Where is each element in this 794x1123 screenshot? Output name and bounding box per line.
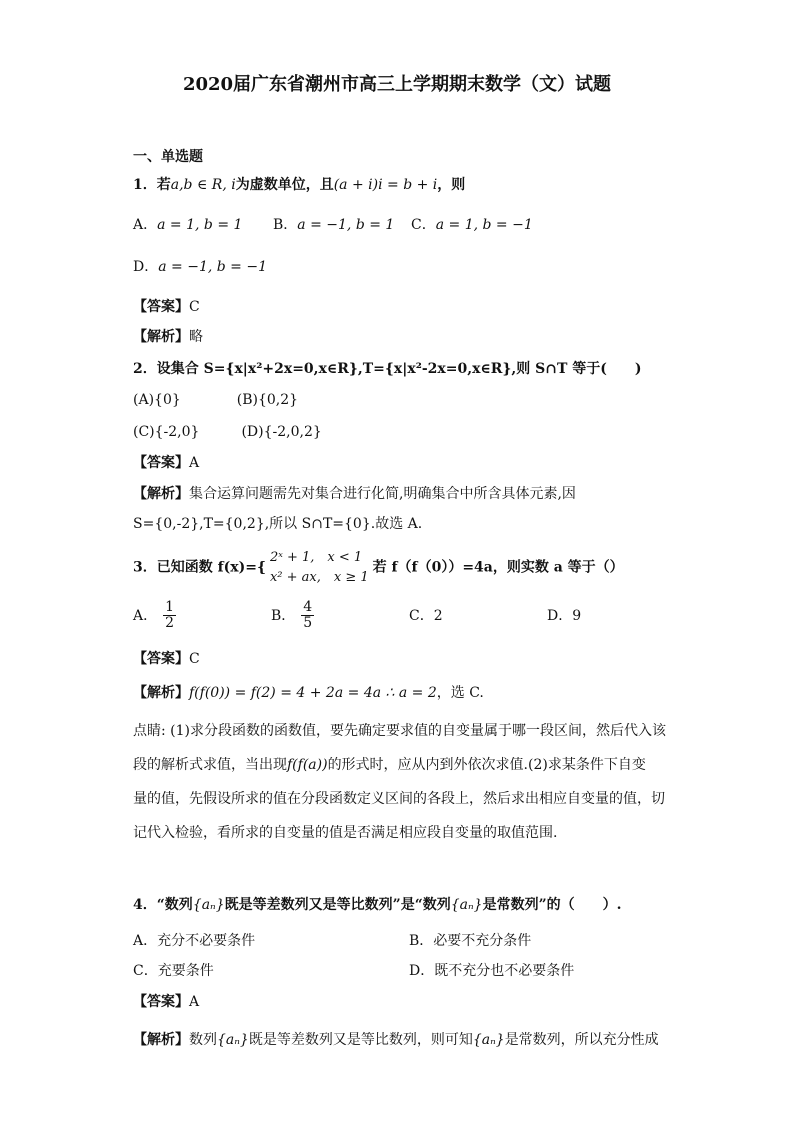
section-heading: 一、单选题 [133,149,203,165]
q1-option-d: D．a = −1, b = −1 [133,259,267,275]
q2-options-cd: (C){-2,0} (D){-2,0,2} [133,424,322,440]
q4-option-c: C．充要条件 [133,963,214,979]
q4-options-ab [133,932,531,950]
q1-option-c: C．a = 1, b = −1 [411,217,533,233]
q3-answer: 【答案】C [133,651,200,667]
q3-analysis: 【解析】f(f(0)) = f(2) = 4 + 2a = 4a ∴ a = 2，选 C. [133,685,484,701]
q4-option-d: D．既不充分也不必要条件 [409,963,575,979]
q2-options-ab: (A){0} (B){0,2} [133,392,299,408]
q3-option-c: C．2 [409,607,443,624]
q2-stem: 2．设集合 S={x|x²+2x=0,x∈R},T={x|x²-2x=0,x∈R},则 S∩T 等于( ) [133,361,642,377]
q3-stem-text: 若 f（f（0））=4a，则实数 a 等于（） [372,559,624,576]
q4-analysis: 【解析】数列{aₙ}既是等差数列又是等比数列，则可知{aₙ}是常数列，所以充分性成 [133,1032,659,1048]
q1-option-b: B．a = −1, b = 1 [273,217,395,233]
q2-analysis-cont: S={0,-2},T={0,2},所以 S∩T={0}.故选 A. [133,516,423,532]
q4-options-cd [133,962,574,980]
q1-analysis: 【解析】略 [133,329,203,345]
q1-math: (a + i)i = b + i [333,177,438,193]
q3-stem [133,548,624,587]
q1-stem-text: 为虚数单位，且 [235,177,334,193]
q3-options [133,600,581,632]
q1-stem-text: ，则 [437,177,466,193]
q4-option-a: A．充分不必要条件 [133,933,256,949]
q3-note: 点睛: (1)求分段函数的函数值，要先确定要求值的自变量属于哪一段区间，然后代入该 [133,723,666,739]
q4-stem: 4．“数列{aₙ}既是等差数列又是等比数列”是“数列{aₙ}是常数列”的（ ）. [133,897,622,913]
q3-option-d: D．9 [547,607,582,624]
q1-options [133,216,533,234]
q3-note: 记代入检验，看所求的自变量的值是否满足相应段自变量的取值范围. [133,825,558,841]
q3-note: 量的值，先假设所求的值在分段函数定义区间的各段上，然后求出相应自变量的值，切 [133,791,665,807]
q1-answer: 【答案】C [133,299,200,315]
q3-option-a: A． $\frac{1}{2}$ [133,599,175,632]
q3-option-b: B． $\frac{4}{5}$ [271,599,313,632]
q4-option-b: B．必要不充分条件 [409,933,532,949]
q1-math: a,b ∈ R, i [170,177,236,193]
q4-sequence: {aₙ} [192,897,225,913]
q4-sequence: {aₙ} [450,897,483,913]
q1-stem [133,176,465,194]
q2-analysis: 【解析】集合运算问题需先对集合进行化简,明确集合中所含具体元素,因 [133,486,576,502]
q3-note: 段的解析式求值，当出现f(f(a))的形式时，应从内到外依次求值.(2)求某条件下自变 [133,757,646,773]
q3-piecewise: 2ˣ + 1, x < 1 x² + ax, x ≥ 1 [269,550,369,585]
q4-answer: 【答案】A [133,994,200,1010]
q2-answer: 【答案】A [133,455,200,471]
q3-stem-text: 3．已知函数 f(x)={ [133,559,266,576]
q1-option-a: A．a = 1, b = 1 [133,217,243,233]
page-title: 2020届广东省潮州市高三上学期期末数学（文）试题 [182,74,612,95]
q1-stem-text: 1．若 [133,177,171,193]
